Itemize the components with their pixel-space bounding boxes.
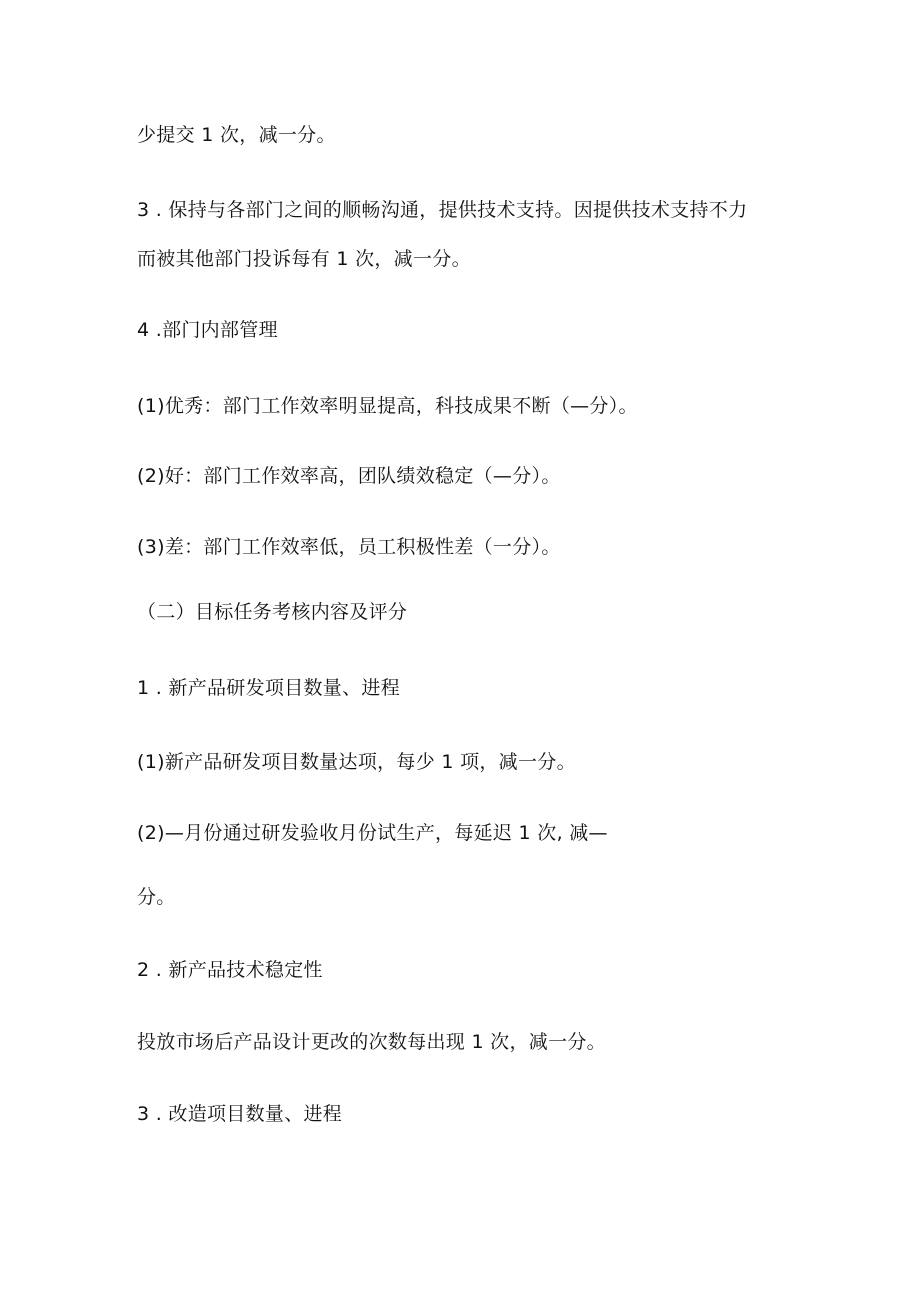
text-line: (3)差：部门工作效率低，员工积极性差（一分）。 (137, 536, 561, 558)
section-heading: 1 . 新产品研发项目数量、进程 (137, 677, 401, 699)
text-line: (2)—月份通过研发验收月份试生产，每延迟 1 次, 减— (137, 822, 608, 844)
text-line: 投放市场后产品设计更改的次数每出现 1 次，减一分。 (137, 1031, 606, 1053)
text-line: (1)新产品研发项目数量达项，每少 1 项，减一分。 (137, 751, 576, 773)
section-heading: （二）目标任务考核内容及评分 (137, 601, 408, 623)
text-line: 少提交 1 次，减一分。 (137, 124, 336, 146)
text-line: 而被其他部门投诉每有 1 次，减一分。 (137, 248, 471, 270)
text-line: (1)优秀：部门工作效率明显提高，科技成果不断（—分）。 (137, 395, 638, 417)
section-heading: 4 .部门内部管理 (137, 319, 278, 341)
section-heading: 2 . 新产品技术稳定性 (137, 959, 323, 981)
text-line: (2)好：部门工作效率高，团队绩效稳定（—分）。 (137, 465, 561, 487)
text-line: 分。 (137, 886, 176, 908)
section-heading: 3 . 改造项目数量、进程 (137, 1103, 343, 1125)
text-line: 3 . 保持与各部门之间的顺畅沟通，提供技术支持。因提供技术支持不力 (137, 199, 748, 221)
